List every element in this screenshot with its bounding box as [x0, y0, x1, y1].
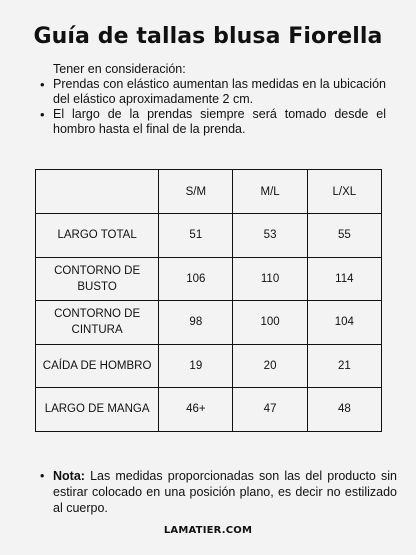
- table-row: [36, 257, 382, 301]
- row-label: CONTORNO DE CINTURA: [36, 301, 159, 345]
- header-empty-cell: [36, 170, 159, 214]
- table-cell: 21: [307, 344, 381, 388]
- size-table: [35, 169, 382, 432]
- size-table-header: [36, 170, 382, 214]
- table-cell: 114: [307, 257, 381, 301]
- table-cell: 20: [233, 344, 307, 388]
- row-label: LARGO TOTAL: [36, 214, 159, 258]
- table-row: [36, 388, 382, 432]
- note-paragraph: [40, 468, 397, 516]
- consideration-item: • El largo de la prendas siempre será tomado desde el hombro hasta el final de la prenda.: [40, 107, 386, 137]
- page-title: Guía de tallas blusa Fiorella: [33, 24, 383, 49]
- considerations-section: [40, 62, 386, 137]
- row-label: LARGO DE MANGA: [36, 388, 159, 432]
- table-cell: 106: [159, 257, 233, 301]
- header-size-l-xl: L/XL: [307, 170, 381, 214]
- table-row: [36, 344, 382, 388]
- table-cell: 104: [307, 301, 381, 345]
- note-text: Las medidas proporcionadas son las del producto sin estirar colocado en una posición plano, es decir no estilizado al cuerpo.: [53, 469, 397, 515]
- header-size-s-m: S/M: [159, 170, 233, 214]
- considerations-lead: Tener en consideración:: [53, 62, 186, 76]
- table-row: [36, 301, 382, 345]
- table-cell: 47: [233, 388, 307, 432]
- table-cell: 98: [159, 301, 233, 345]
- header-size-m-l: M/L: [233, 170, 307, 214]
- table-cell: 19: [159, 344, 233, 388]
- table-cell: 48: [307, 388, 381, 432]
- brand-footer: LAMATIER.COM: [163, 525, 253, 536]
- row-label: CAÍDA DE HOMBRO: [36, 344, 159, 388]
- table-cell: 46+: [159, 388, 233, 432]
- table-cell: 110: [233, 257, 307, 301]
- table-cell: 100: [233, 301, 307, 345]
- note-label: Nota:: [53, 469, 85, 483]
- table-cell: 53: [233, 214, 307, 258]
- row-label: CONTORNO DE BUSTO: [36, 257, 159, 301]
- table-cell: 51: [159, 214, 233, 258]
- table-cell: 55: [307, 214, 381, 258]
- considerations-list: [40, 77, 386, 137]
- table-row: [36, 214, 382, 258]
- consideration-item: • Prendas con elástico aumentan las medidas en la ubicación del elástico aproximadamente 2 cm.: [40, 77, 386, 107]
